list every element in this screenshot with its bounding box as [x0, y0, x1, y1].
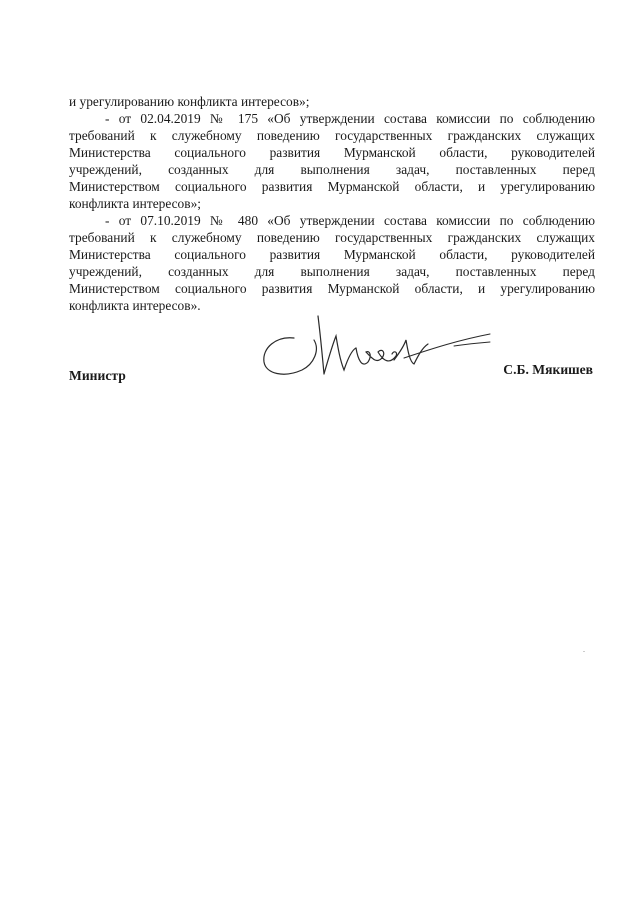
text-line: требований к служебному поведению государственных гражданских служащих	[69, 230, 595, 245]
text-line: Министерства социального развития Мурманской области, руководителей	[69, 247, 595, 262]
text-line: требований к служебному поведению государственных гражданских служащих	[69, 128, 595, 143]
document-body	[69, 93, 595, 314]
signer-position: Министр	[69, 368, 126, 383]
signer-name: С.Б. Мякишев	[503, 362, 593, 377]
list-item-line: - от 07.10.2019 № 480 «Об утверждении состава комиссии по соблюдению	[105, 213, 595, 228]
list-item-line: - от 02.04.2019 № 175 «Об утверждении состава комиссии по соблюдению	[105, 111, 595, 126]
text-line: конфликта интересов».	[69, 298, 201, 313]
text-line: Министерством социального развития Мурманской области, и урегулированию	[69, 281, 595, 296]
text-line: и урегулированию конфликта интересов»;	[69, 94, 310, 109]
scan-speck	[583, 651, 585, 652]
text-line: учреждений, созданных для выполнения задач, поставленных перед	[69, 162, 595, 177]
text-line: Министерства социального развития Мурманской области, руководителей	[69, 145, 595, 160]
text-line: конфликта интересов»;	[69, 196, 201, 211]
text-line: учреждений, созданных для выполнения задач, поставленных перед	[69, 264, 595, 279]
signature-block	[69, 362, 595, 388]
text-line: Министерством социального развития Мурманской области, и урегулированию	[69, 179, 595, 194]
